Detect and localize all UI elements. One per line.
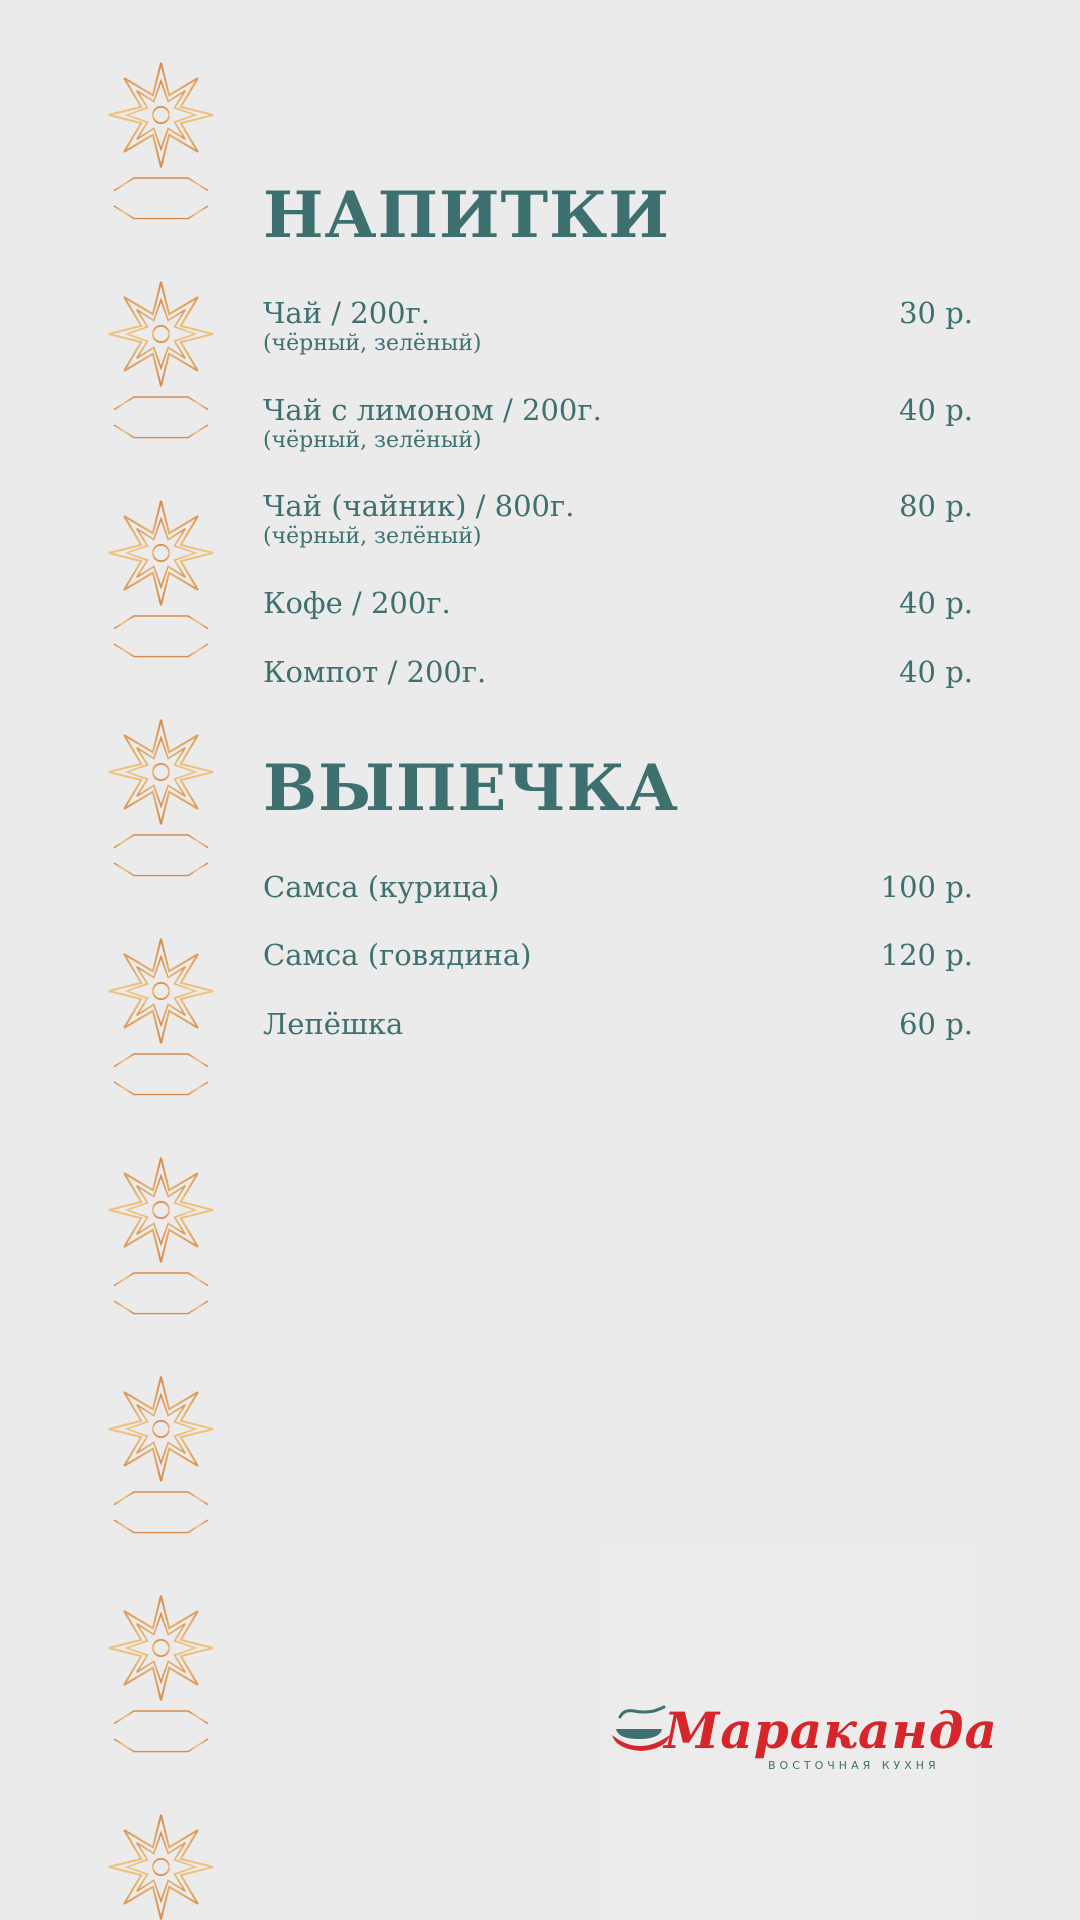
item-name: Лепёшка bbox=[263, 1007, 404, 1041]
menu-item bbox=[263, 586, 973, 620]
item-description: (чёрный, зелёный) bbox=[263, 524, 482, 549]
section-title-bakery: ВЫПЕЧКА bbox=[263, 751, 679, 826]
chevron-ornament bbox=[110, 1492, 208, 1533]
section-title-drinks: НАПИТКИ bbox=[263, 178, 670, 253]
ornament-border bbox=[108, 0, 214, 1920]
item-price: 30 р. bbox=[899, 296, 973, 330]
menu-item bbox=[263, 655, 973, 689]
item-price: 120 р. bbox=[880, 938, 973, 972]
star-ornament-icon bbox=[109, 1158, 213, 1262]
star-ornament-icon bbox=[109, 939, 213, 1043]
item-name: Самса (говядина) bbox=[263, 938, 532, 972]
item-name: Чай (чайник) / 800г. bbox=[263, 489, 575, 523]
item-price: 80 р. bbox=[899, 489, 973, 523]
item-price: 100 р. bbox=[880, 870, 973, 904]
menu-item bbox=[263, 938, 973, 972]
menu-item bbox=[263, 1007, 973, 1041]
star-ornament-icon bbox=[109, 501, 213, 605]
chevron-ornament bbox=[110, 397, 208, 438]
item-price: 40 р. bbox=[899, 393, 973, 427]
menu-item bbox=[263, 870, 973, 904]
chevron-ornament bbox=[110, 178, 208, 219]
logo-name: Мараканда bbox=[664, 1701, 998, 1760]
item-description: (чёрный, зелёный) bbox=[263, 331, 482, 356]
item-price: 40 р. bbox=[899, 655, 973, 689]
chevron-ornament bbox=[110, 835, 208, 876]
item-name: Чай / 200г. bbox=[263, 296, 431, 330]
star-ornament-icon bbox=[109, 1377, 213, 1481]
chevron-ornament bbox=[110, 616, 208, 657]
item-name: Компот / 200г. bbox=[263, 655, 487, 689]
logo-tagline: ВОСТОЧНАЯ КУХНЯ bbox=[768, 1759, 940, 1772]
star-ornament-icon bbox=[109, 1815, 213, 1919]
item-name: Чай с лимоном / 200г. bbox=[263, 393, 602, 427]
menu-item bbox=[263, 393, 973, 454]
item-price: 60 р. bbox=[899, 1007, 973, 1041]
item-name: Кофе / 200г. bbox=[263, 586, 451, 620]
chevron-ornament bbox=[110, 1711, 208, 1752]
menu-item bbox=[263, 296, 973, 357]
item-description: (чёрный, зелёный) bbox=[263, 428, 482, 453]
restaurant-logo bbox=[598, 1545, 998, 1920]
item-name: Самса (курица) bbox=[263, 870, 500, 904]
chevron-ornament bbox=[110, 1273, 208, 1314]
star-ornament-icon bbox=[109, 282, 213, 386]
item-price: 40 р. bbox=[899, 586, 973, 620]
star-ornament-icon bbox=[109, 720, 213, 824]
star-ornament-icon bbox=[109, 1596, 213, 1700]
menu-content bbox=[263, 0, 973, 1200]
star-ornament-icon bbox=[109, 63, 213, 167]
menu-item bbox=[263, 489, 973, 550]
chevron-ornament bbox=[110, 1054, 208, 1095]
